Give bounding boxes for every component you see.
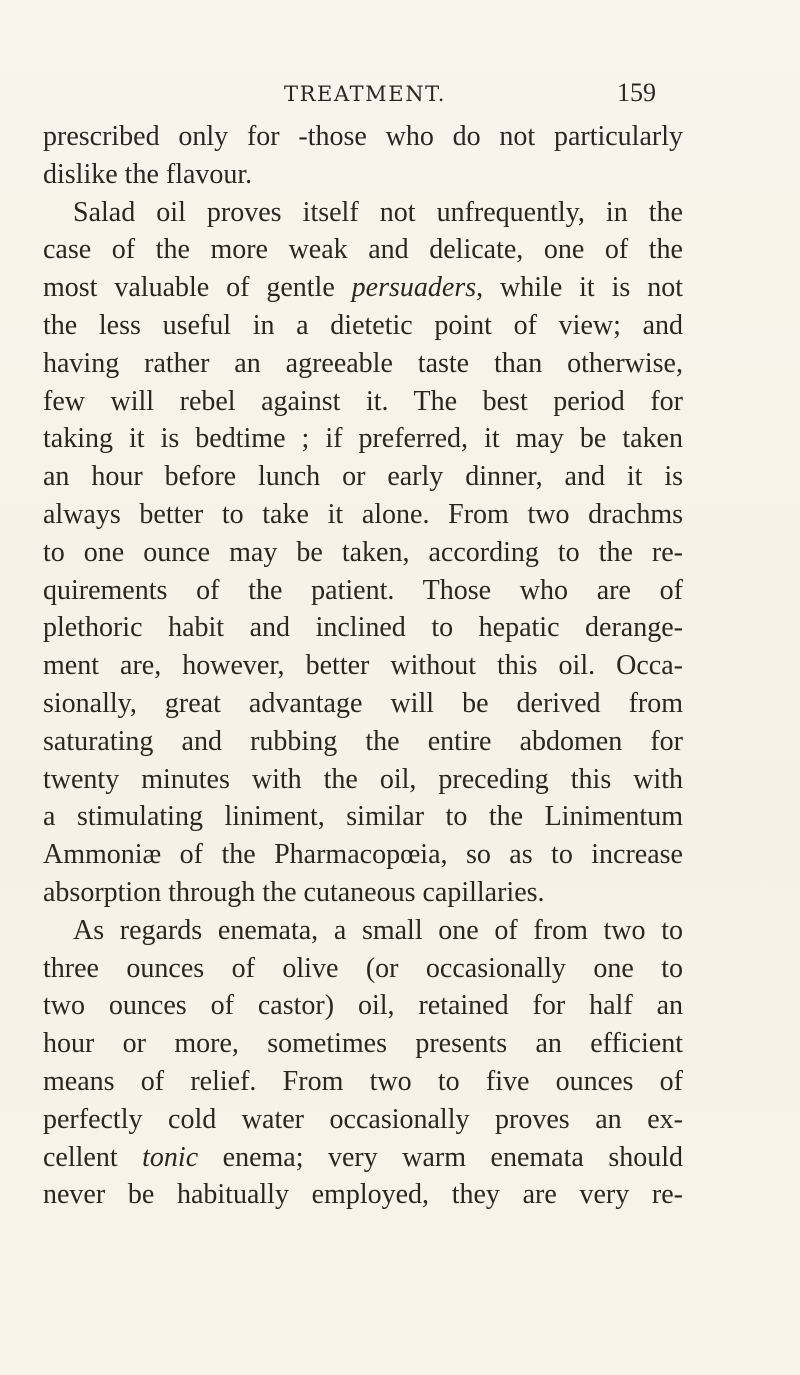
text-line: hour or more, sometimes presents an efficient — [43, 1028, 683, 1060]
text-line: twenty minutes with the oil, preceding this with — [43, 763, 683, 795]
text-line: two ounces of castor) oil, retained for half an — [43, 990, 683, 1022]
text-line: absorption through the cutaneous capillaries. — [43, 876, 545, 908]
text-line: to one ounce may be taken, according to the re- — [43, 536, 683, 568]
paragraph-start-line: Salad oil proves itself not unfrequently, in the — [73, 196, 683, 228]
text-line: few will rebel against it. The best period for — [43, 385, 683, 417]
emphasis-text: persuaders — [351, 272, 477, 304]
text-line: never be habitually employed, they are very re- — [43, 1179, 683, 1211]
text-line: an hour before lunch or early dinner, and it is — [43, 461, 683, 493]
text-line: dislike the flavour. — [43, 158, 253, 190]
text-line: quirements of the patient. Those who are of — [43, 574, 683, 606]
text-line: three ounces of olive (or occasionally one to — [43, 952, 683, 984]
page-header — [0, 76, 800, 116]
text-line: plethoric habit and inclined to hepatic derange- — [43, 612, 683, 644]
body-text — [43, 118, 683, 1214]
text-line: Ammoniæ of the Pharmacopœia, so as to increase — [43, 839, 683, 871]
text-line: always better to take it alone. From two drachms — [43, 498, 683, 530]
text-line: the less useful in a dietetic point of view; and — [43, 309, 683, 341]
text-line: saturating and rubbing the entire abdomen for — [43, 725, 683, 757]
text-line: means of relief. From two to five ounces of — [43, 1065, 683, 1097]
text-line: case of the more weak and delicate, one of the — [43, 234, 683, 266]
text-line: sionally, great advantage will be derived from — [43, 687, 683, 719]
text-line: having rather an agreeable taste than otherwise, — [43, 347, 683, 379]
text-line: a stimulating liniment, similar to the Linimentum — [43, 801, 683, 833]
text-line: most valuable of gentle persuaders, while it is not — [43, 272, 683, 304]
text-line: cellent tonic enema; very warm enemata should — [43, 1141, 683, 1173]
page-number: 159 — [617, 78, 656, 107]
emphasis-text: tonic — [142, 1141, 199, 1173]
text-line: prescribed only for -those who do not particularly — [43, 121, 683, 152]
running-title: TREATMENT. — [284, 82, 446, 106]
text-line: taking it is bedtime ; if preferred, it may be taken — [43, 423, 683, 455]
text-line: perfectly cold water occasionally proves an ex- — [43, 1103, 683, 1135]
text-line: ment are, however, better without this oil. Occa- — [43, 650, 683, 682]
paragraph-start-line: As regards enemata, a small one of from two to — [73, 914, 683, 946]
